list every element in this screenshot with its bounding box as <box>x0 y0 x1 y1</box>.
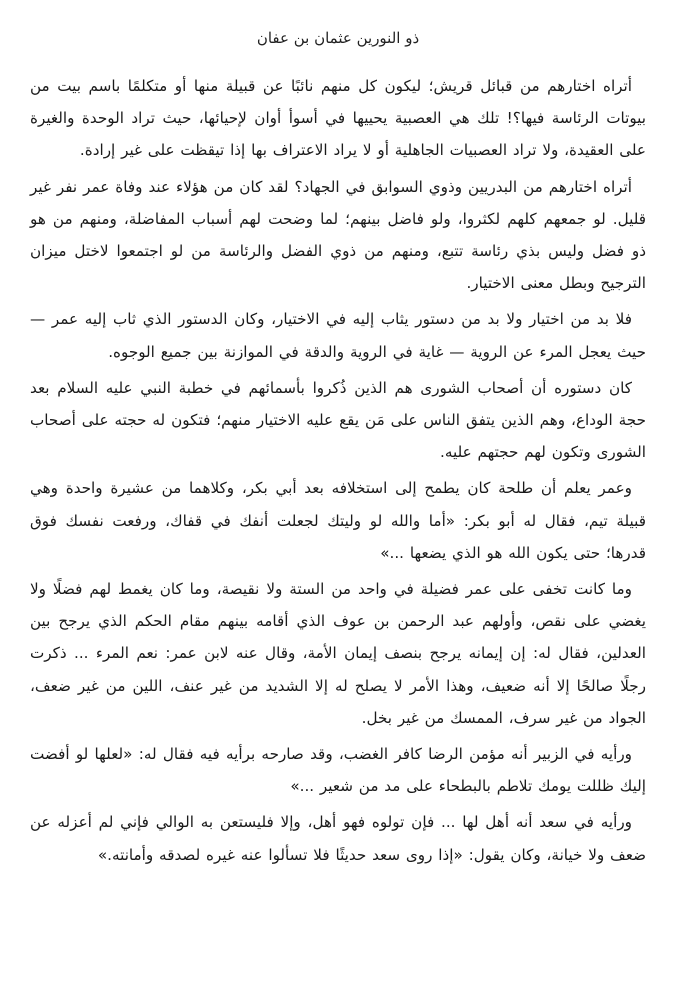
paragraph: أتراه اختارهم من قبائل قريش؛ ليكون كل منهم نائبًا عن قبيلة منها أو متكلمًا باسم بيت من بيوتات الرئاسة فيها؟! تلك هي العصبية يحييها في أسوأ أوان لإحيائها، حيث تراد الوحدة والغيرة على العقيدة، ولا تراد العصبيات الجاهلية أو لا يراد الاعتراف بها إذا تيقظت على غير إرادة. <box>30 77 646 160</box>
paragraph: ورأيه في الزبير أنه مؤمن الرضا كافر الغضب، وقد صارحه برأيه فيه فقال له: «لعلها لو أفضت إليك ظللت يومك تلاطم بالبطحاء على مد من شعير ...» <box>30 745 646 796</box>
running-header: ذو النورين عثمان بن عفان <box>256 29 420 47</box>
paragraph: فلا بد من اختيار ولا بد من دستور يثاب إليه في الاختيار، وكان الدستور الذي ثاب إليه عمر — حيث يعجل المرء عن الروية — غاية في الروية والدقة في الموازنة بين جميع الوجوه. <box>30 310 646 361</box>
paragraph: كان دستوره أن أصحاب الشورى هم الذين ذُكروا بأسمائهم في خطبة النبي عليه السلام بعد حجة الوداع، وهم الذين يتفق الناس على مَن يقع عليه الاختيار منهم؛ فتكون له حجته على أصحاب الشورى وتكون لهم حجتهم عليه. <box>30 378 646 462</box>
paragraph: ورأيه في سعد أنه أهل لها ... فإن تولوه فهو أهل، وإلا فليستعن به الوالي فإني لم أعزله عن ضعف ولا خيانة، وكان يقول: «إذا روى سعد حديثًا فلا تسألوا عنه غيره لصدقه وأمانته.» <box>30 813 646 864</box>
paragraph: وعمر يعلم أن طلحة كان يطمح إلى استخلافه بعد أبي بكر، وكلاهما من عشيرة واحدة وهي قبيلة تيم، فقال له أبو بكر: «أما والله لو وليتك لجعلت أنفك في قفاك، ورفعت نفسك فوق قدرها؛ حتى يكون الله هو الذي يضعها ...» <box>30 479 646 562</box>
paragraph: وما كانت تخفى على عمر فضيلة في واحد من الستة ولا نقيصة، وما كان يغمط لهم فضلًا ولا يغضي على نقص، وأولهم عبد الرحمن بن عوف الذي أقامه بينهم مقام الحكم الذي يرجح بين العدلين، فقال له: إن إيمانه يرجح بنصف إيمان الأمة، وقال عنه لابن عمر: نعم المرء ... ذكرت رجلًا صالحًا إلا أنه ضعيف، وهذا الأمر لا يصلح له إلا الشديد من غير عنف، اللين من غير ضعف، الجواد من غير سرف، الممسك من غير بخل. <box>30 580 646 727</box>
paragraph: أتراه اختارهم من البدريين وذوي السوابق في الجهاد؟ لقد كان من هؤلاء عند وفاة عمر نفر غير قليل. لو جمعهم كلهم لكثروا، ولو فاضل بينهم؛ لما وضحت لهم أسباب المفاضلة، ومنهم من هو ذو فضل وليس بذي رئاسة تتبع، ومنهم من ذوي الفضل والرئاسة من لو اجتمعوا لاختل ميزان الترجيح وبطل معنى الاختيار. <box>30 177 646 293</box>
